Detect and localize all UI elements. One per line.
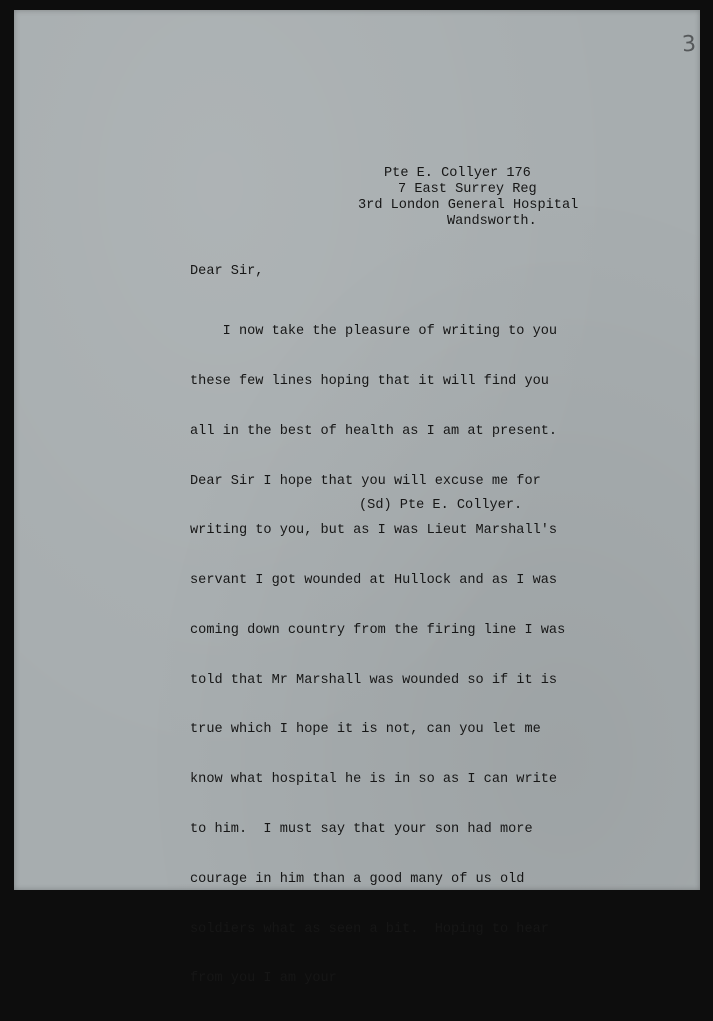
folio-number: 3 [681,31,697,58]
body-line: courage in him than a good many of us old [190,871,525,887]
body-line: servant I got wounded at Hullock and as I was [190,573,558,589]
body-line: know what hospital he is in so as I can write [190,772,558,788]
body-line: all in the best of health as I am at present. [190,423,558,439]
letter-page [14,10,700,987]
body-line: these few lines hoping that it will find you [190,373,549,389]
body-line: coming down country from the firing line I was [190,622,566,638]
letter-body [190,291,565,1021]
body-line: writing to you, but as I was Lieut Marshall's [190,523,558,539]
body-line: from you I am your [190,971,337,987]
body-line: soldiers what as seen a bit. Hoping to hear [190,921,549,937]
signature: (Sd) Pte E. Collyer. [359,498,523,513]
sender-hospital-line: 3rd London General Hospital [358,198,579,213]
sender-regiment-line: 7 East Surrey Reg [398,182,537,197]
body-line: true which I hope it is not, can you let me [190,722,541,738]
body-line: Dear Sir I hope that you will excuse me for [190,473,541,489]
sender-location-line: Wandsworth. [447,214,537,229]
sender-name-line: Pte E. Collyer 176 [384,166,531,181]
body-line: I now take the pleasure of writing to you [190,324,558,340]
body-line: to him. I must say that your son had more [190,822,533,837]
salutation: Dear Sir, [190,264,264,279]
body-line: told that Mr Marshall was wounded so if it is [190,672,558,688]
